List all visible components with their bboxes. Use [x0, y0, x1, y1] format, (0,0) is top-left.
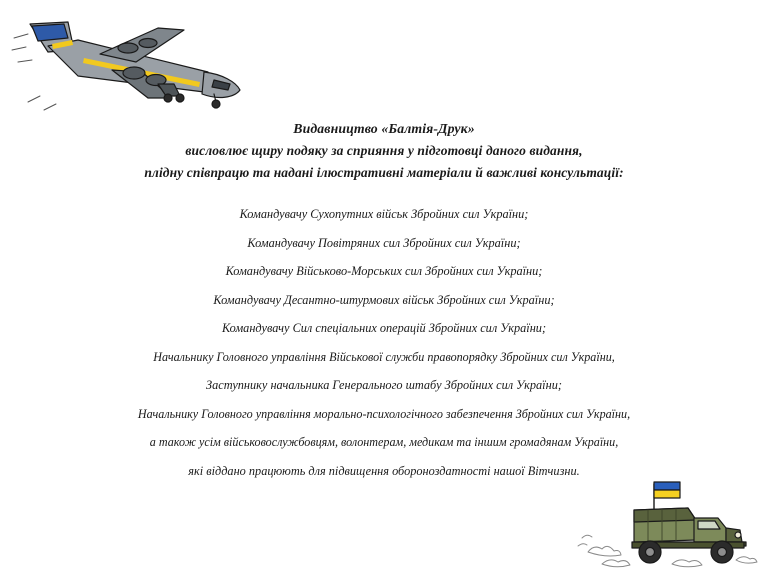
dedication-line: Командувачу Повітряних сил Збройних сил України;: [247, 235, 521, 250]
dedication-line: Командувачу Військово-Морських сил Збройних сил України;: [225, 264, 543, 278]
heading-line-1: Видавництво «Балтія-Друк»: [293, 121, 475, 136]
dedication-line: Заступнику начальника Генерального штабу Збройних сил України;: [206, 378, 562, 392]
aircraft-illustration: [8, 10, 248, 120]
dedication-line: Командувачу Сил спеціальних операцій Збройних сил України;: [221, 321, 547, 335]
dedication-line: а також усім військовослужбовцям, волонтерам, медикам та іншим громадянам України,: [149, 435, 619, 449]
dedication-line: Командувачу Десантно-штурмових військ Збройних сил України;: [213, 292, 555, 307]
dedication-line: які віддано працюють для підвищення обороноздатності нашої Вітчизни.: [188, 463, 580, 478]
military-truck-illustration: [576, 476, 760, 572]
dedication-line: Начальнику Головного управління Військової служби правопорядку Збройних сил України,: [153, 349, 615, 364]
heading-line-3: плідну співпрацю та надані ілюстративні матеріали й важливі консультації:: [144, 165, 624, 180]
dedication-list: [64, 200, 704, 485]
dedication-line: Командувачу Сухопутних військ Збройних сил України;: [239, 207, 529, 221]
dedication-line: Начальнику Головного управління морально-психологічного забезпечення Збройних сил України,: [137, 406, 631, 421]
heading-line-2: висловлює щиру подяку за сприяння у підготовці даного видання,: [185, 143, 583, 158]
dedication-text-block: [64, 118, 704, 485]
publisher-heading: [64, 118, 704, 184]
